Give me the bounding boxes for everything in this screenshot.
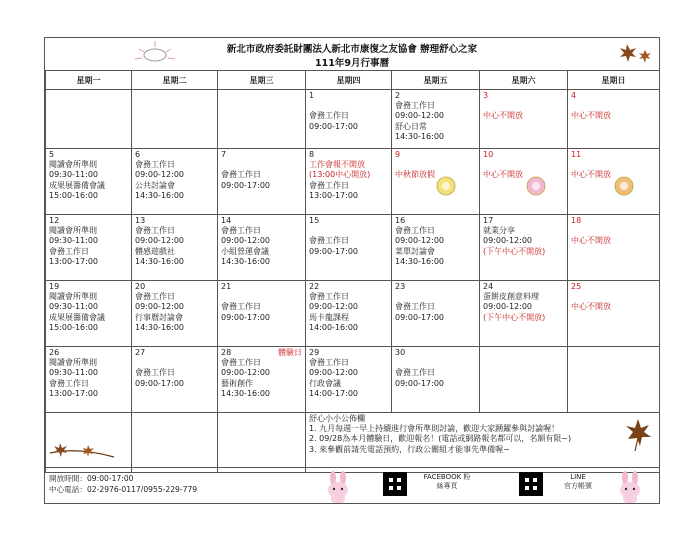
calendar-day-cell: [218, 215, 306, 281]
event-line: 15:00-16:00: [49, 322, 98, 332]
event-line: 閱讀會所準則: [49, 292, 97, 302]
event-line: [483, 101, 564, 111]
event-line: [309, 101, 388, 111]
contact-phone: 中心電話：02-2976-0117/0955-229-779: [49, 485, 198, 494]
event-line: 09:00-17:00: [221, 312, 270, 322]
maple-branch-icon: [48, 423, 118, 463]
calendar-day-cell: [218, 149, 306, 215]
day-number: 27: [135, 348, 146, 357]
event-line: 會務工作日: [221, 302, 261, 312]
event-line: 體感遊戲社: [135, 246, 175, 256]
bulletin-left-cell: [46, 413, 132, 473]
day-number: 7: [221, 150, 227, 159]
event-line: 會務工作日: [309, 111, 349, 121]
calendar-sheet: [44, 37, 660, 504]
calendar-day-cell: [218, 281, 306, 347]
weekday-sat: 星期六: [480, 71, 568, 90]
event-line: 會務工作日: [49, 378, 89, 388]
calendar-day-cell: [568, 281, 660, 347]
line-label: [553, 473, 603, 491]
event-line: 中心不開放: [483, 111, 523, 121]
event-line: 09:00-12:00: [395, 111, 444, 121]
line-label-line: LINE: [570, 473, 586, 481]
event-line: 會務工作日: [135, 226, 175, 236]
line-label-line: 官方帳號: [564, 482, 592, 490]
day-number: 26: [49, 348, 60, 357]
event-line: 會務工作日: [309, 292, 349, 302]
event-line: 會務工作日: [221, 170, 261, 180]
flower-doodle-icon: [524, 175, 548, 197]
event-line: [571, 101, 656, 111]
event-line: 閱讀會所準則: [49, 226, 97, 236]
weekday-tue: 星期二: [132, 71, 218, 90]
event-line: [221, 160, 302, 170]
event-line: 09:00-12:00: [309, 302, 358, 312]
calendar-day-cell: [132, 215, 218, 281]
line-qr-code[interactable]: [519, 472, 543, 496]
event-line: [571, 160, 656, 170]
bulletin-item: 3. 來參觀前請先電話預約，行政公關組才能事先準備喔~: [309, 444, 510, 454]
facebook-label-line: 絲專頁: [436, 482, 458, 490]
calendar-day-cell: [132, 281, 218, 347]
event-line: 會務工作日: [49, 246, 89, 256]
event-line: 09:00-12:00: [135, 170, 184, 180]
event-line: 閱讀會所準則: [49, 358, 97, 368]
day-number: 15: [309, 216, 320, 225]
day-number: 20: [135, 282, 146, 291]
day-number: 5: [49, 150, 55, 159]
event-line: 09:00-12:00: [483, 236, 532, 246]
calendar-day-cell: [306, 149, 392, 215]
calendar-day-cell: [392, 347, 480, 413]
flower-doodle-icon: [434, 175, 458, 197]
event-line: 09:30-11:00: [49, 236, 98, 246]
calendar-empty-cell: [218, 90, 306, 149]
event-line: 14:30-16:00: [395, 256, 444, 266]
event-line: 中秋節放假: [395, 170, 435, 180]
calendar-day-cell: [480, 215, 568, 281]
day-number: 6: [135, 150, 141, 159]
calendar-day-cell: [392, 149, 480, 215]
calendar-day-cell: [480, 149, 568, 215]
event-line: 09:00-12:00: [135, 302, 184, 312]
weekday-wed: 星期三: [218, 71, 306, 90]
event-line: [571, 226, 656, 236]
calendar-empty-cell: [568, 347, 660, 413]
event-line: [395, 292, 476, 302]
event-line: 會務工作日: [221, 226, 261, 236]
weekday-fri: 星期五: [392, 71, 480, 90]
event-line: 行事曆討論會: [135, 312, 183, 322]
event-line: 14:30-16:00: [221, 388, 270, 398]
maple-leaf-icon: [617, 40, 657, 68]
flower-doodle-icon: [612, 175, 636, 197]
day-number: 2: [395, 91, 401, 100]
day-number: 30: [395, 348, 406, 357]
day-number: 25: [571, 282, 582, 291]
event-line: 舒心日常: [395, 121, 427, 131]
bulletin-title: 舒心小小公佈欄: [309, 414, 365, 423]
event-line: 09:30-11:00: [49, 302, 98, 312]
event-line: 09:00-12:00: [221, 368, 270, 378]
calendar-day-cell: [218, 347, 306, 413]
event-line: 成果展籌備會議: [49, 312, 105, 322]
event-line: 成果展籌備會議: [49, 180, 105, 190]
day-number: 18: [571, 216, 582, 225]
event-line: [395, 358, 476, 368]
calendar-day-cell: [132, 347, 218, 413]
event-line: 會務工作日: [221, 358, 261, 368]
event-line: 菜單討論會: [395, 246, 435, 256]
event-line: 13:00-17:00: [49, 256, 98, 266]
bulletin-empty-cell: [132, 413, 218, 473]
day-number: 11: [571, 150, 582, 159]
event-line: (下午中心不開放): [483, 246, 546, 256]
event-line: 蛋餅皮創意料理: [483, 292, 539, 302]
calendar-day-cell: [46, 149, 132, 215]
day-number: 1: [309, 91, 315, 100]
event-line: 14:30-16:00: [135, 322, 184, 332]
event-line: 中心不開放: [571, 302, 611, 312]
calendar-day-cell: [568, 90, 660, 149]
event-line: 09:00-12:00: [221, 236, 270, 246]
event-line: 09:00-12:00: [135, 236, 184, 246]
event-line: 會務工作日: [395, 226, 435, 236]
calendar-day-cell: [306, 215, 392, 281]
event-line: 14:30-16:00: [221, 256, 270, 266]
day-number: 22: [309, 282, 320, 291]
event-line: 09:00-12:00: [309, 368, 358, 378]
bulletin-item: 1. 九月每週一早上持續進行會所準則討論，歡迎大家踴躍參與討論喔！: [309, 424, 560, 434]
event-line: 馬卡龍課程: [309, 312, 349, 322]
facebook-label-line: FACEBOOK 粉: [423, 473, 471, 481]
event-line: 會務工作日: [135, 160, 175, 170]
calendar-day-cell: [46, 215, 132, 281]
event-line: 會務工作日: [395, 368, 435, 378]
event-line: 13:00-17:00: [49, 388, 98, 398]
event-line: 15:00-16:00: [49, 190, 98, 200]
day-number: 24: [483, 282, 494, 291]
event-line: 13:00-17:00: [309, 190, 358, 200]
day-number: 19: [49, 282, 60, 291]
event-line: 09:30-11:00: [49, 170, 98, 180]
maple-leaf-icon: [623, 417, 653, 453]
day-number: 10: [483, 150, 494, 159]
event-line: 09:00-12:00: [395, 236, 444, 246]
day-number: 3: [483, 91, 489, 100]
calendar-week-row: [46, 149, 660, 215]
event-line: 公共討論會: [135, 180, 175, 190]
page-subtitle: 111年9月行事曆: [315, 58, 389, 69]
bulletin-row: [46, 413, 660, 473]
day-number: 8: [309, 150, 315, 159]
calendar-day-cell: [480, 90, 568, 149]
event-line: 中心不開放: [571, 170, 611, 180]
event-line: [135, 358, 214, 368]
event-line: (13:00中心開放): [309, 170, 371, 180]
calendar-day-cell: [392, 90, 480, 149]
experience-day-tag: 體驗日: [278, 348, 302, 357]
event-line: 會務工作日: [309, 358, 349, 368]
event-line: 09:00-17:00: [395, 312, 444, 322]
calendar-day-cell: [392, 215, 480, 281]
event-line: 14:00-16:00: [309, 322, 358, 332]
event-line: 09:00-12:00: [483, 302, 532, 312]
event-line: 09:00-17:00: [221, 180, 270, 190]
event-line: 09:00-17:00: [309, 121, 358, 131]
weekday-thu: 星期四: [306, 71, 392, 90]
calendar-day-cell: [46, 347, 132, 413]
event-line: 會務工作日: [135, 368, 175, 378]
day-number: 13: [135, 216, 146, 225]
bunny-mascot-icon: [615, 470, 645, 504]
calendar-header: [45, 38, 659, 71]
facebook-qr-code[interactable]: [383, 472, 407, 496]
calendar-empty-cell: [480, 347, 568, 413]
event-line: [221, 292, 302, 302]
event-line: [571, 292, 656, 302]
calendar-day-cell: [568, 149, 660, 215]
calendar-day-cell: [132, 149, 218, 215]
calendar-day-cell: [306, 90, 392, 149]
event-line: 09:30-11:00: [49, 368, 98, 378]
event-line: [309, 226, 388, 236]
day-number: 4: [571, 91, 577, 100]
calendar-day-cell: [46, 281, 132, 347]
event-line: 14:00-17:00: [309, 388, 358, 398]
calendar-empty-cell: [132, 90, 218, 149]
bulletin-empty-cell: [218, 413, 306, 473]
bulletin-board: [306, 413, 660, 473]
event-line: 14:30-16:00: [395, 131, 444, 141]
event-line: 小組營運會議: [221, 246, 269, 256]
event-line: 中心不開放: [571, 236, 611, 246]
page-title: 新北市政府委託財團法人新北市康復之友協會 辦理舒心之家: [226, 44, 478, 55]
calendar-week-row: [46, 281, 660, 347]
event-line: 09:00-17:00: [309, 246, 358, 256]
event-line: [483, 160, 564, 170]
calendar-day-cell: [306, 347, 392, 413]
day-number: 17: [483, 216, 494, 225]
event-line: 會務工作日: [135, 292, 175, 302]
day-number: 12: [49, 216, 60, 225]
event-line: 09:00-17:00: [395, 378, 444, 388]
day-number: 28: [221, 348, 232, 357]
event-line: 會務工作日: [395, 101, 435, 111]
event-line: 工作會報不開放: [309, 160, 365, 170]
event-line: 中心不開放: [483, 170, 523, 180]
event-line: 14:30-16:00: [135, 190, 184, 200]
calendar-empty-cell: [46, 90, 132, 149]
event-line: 行政會議: [309, 378, 341, 388]
event-line: 會務工作日: [395, 302, 435, 312]
weekday-sun: 星期日: [568, 71, 660, 90]
day-number: 16: [395, 216, 406, 225]
calendar-day-cell: [480, 281, 568, 347]
day-number: 21: [221, 282, 232, 291]
calendar-grid: [45, 70, 660, 473]
bulletin-item: 2. 09/28為本月體驗日，歡迎報名！(電話或網路報名都可以，名額有限~): [309, 434, 572, 444]
event-line: 09:00-17:00: [135, 378, 184, 388]
calendar-week-row: [46, 215, 660, 281]
calendar-day-cell: [306, 281, 392, 347]
event-line: [395, 160, 476, 170]
event-line: 藝術創作: [221, 378, 253, 388]
event-line: 中心不開放: [571, 111, 611, 121]
event-line: 會務工作日: [309, 236, 349, 246]
event-line: 閱讀會所準則: [49, 160, 97, 170]
calendar-day-cell: [392, 281, 480, 347]
day-number: 9: [395, 150, 401, 159]
day-number: 14: [221, 216, 232, 225]
footer: [45, 467, 659, 503]
weekday-header-row: [46, 71, 660, 90]
event-line: 14:30-16:00: [135, 256, 184, 266]
calendar-day-cell: [568, 215, 660, 281]
bunny-mascot-icon: [323, 470, 353, 504]
calendar-week-row: [46, 347, 660, 413]
opening-hours: 開放時間：09:00-17:00: [49, 474, 134, 483]
day-number: 29: [309, 348, 320, 357]
weekday-mon: 星期一: [46, 71, 132, 90]
calendar-week-row: [46, 90, 660, 149]
facebook-label: [417, 473, 477, 491]
event-line: 就業分享: [483, 226, 515, 236]
day-number: 23: [395, 282, 406, 291]
event-line: 會務工作日: [309, 180, 349, 190]
event-line: (下午中心不開放): [483, 312, 546, 322]
